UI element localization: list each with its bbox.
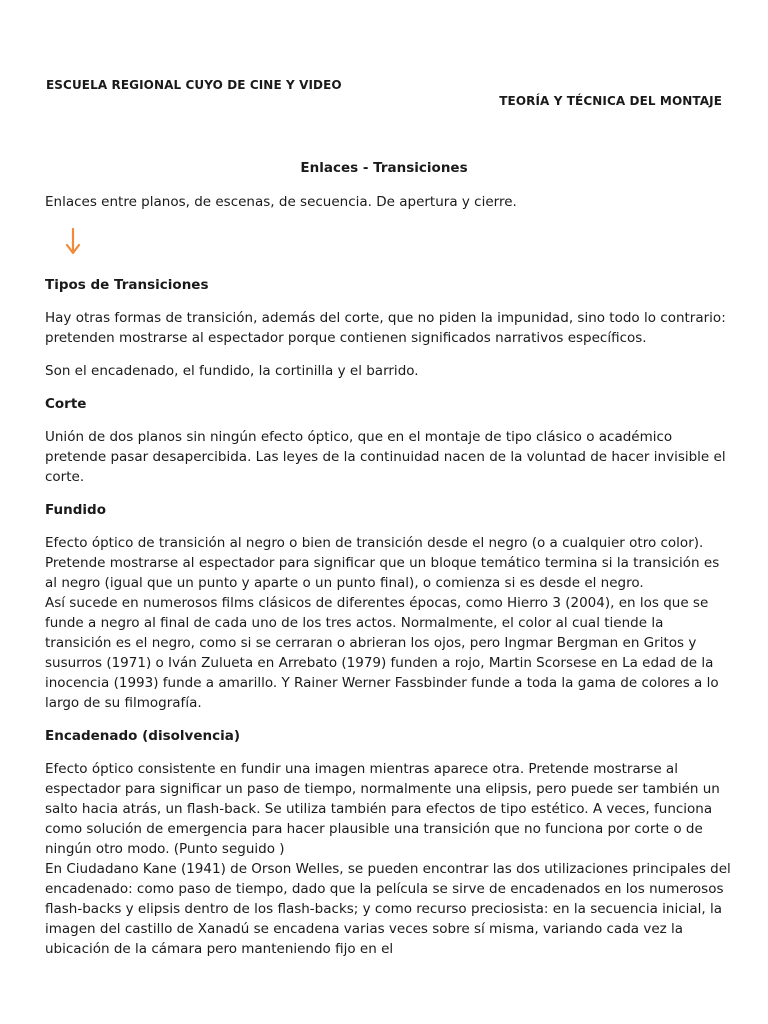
encadenado-paragraph-1: Efecto óptico consistente en fundir una imagen mientras aparece otra. Pretende mostrarse al espectador para significar un paso de tiempo, normalmente una elipsis, pero puede ser también un salto hacia atrás, un flash-back. Se utiliza también para efectos de tipo estético. A veces, funciona como solución de emergencia para hacer plausible una transición que no funciona por corte o de ningún otro modo. (Punto seguido ) [45,761,720,857]
heading-corte: Corte [45,396,87,412]
intro-paragraph: Enlaces entre planos, de escenas, de secuencia. De apertura y cierre. [45,194,517,210]
heading-fundido: Fundido [45,502,107,518]
document-body [45,192,731,972]
encadenado-paragraph-2: En Ciudadano Kane (1941) de Orson Welles, se pueden encontrar las dos utilizaciones principales del encadenado: como paso de tiempo, dado que la película se sirve de encadenados en los numerosos flash-backs y elipsis dentro de los flash-backs; y como recurso preciosista: en la secuencia inicial, la imagen del castillo de Xanadú se encadena varias veces sobre sí misma, variando cada vez la ubicación de la cámara pero manteniendo fijo en el [45,861,731,957]
header-course: TEORÍA Y TÉCNICA DEL MONTAJE [499,94,722,108]
tipos-paragraph-1: Hay otras formas de transición, además del corte, que no piden la impunidad, sino todo lo contrario: pretenden mostrarse al espectador porque contienen significados narrativos específicos. [45,310,726,346]
heading-encadenado: Encadenado (disolvencia) [45,728,240,744]
tipos-paragraph-2: Son el encadenado, el fundido, la cortinilla y el barrido. [45,363,419,379]
document-title: Enlaces - Transiciones [300,160,468,176]
fundido-paragraph-2: Así sucede en numerosos films clásicos de diferentes épocas, como Hierro 3 (2004), en los que se funde a negro al final de cada uno de los tres actos. Normalmente, el color al cual tiende la transición es el negro, como si se cerraran o abrieran los ojos, pero Ingmar Bergman en Gritos y susurros (1971) o Iván Zulueta en Arrebato (1979) funden a rojo, Martin Scorsese en La edad de la inocencia (1993) funde a amarillo. Y Rainer Werner Fassbinder funde a toda la gama de colores a lo largo de su filmografía. [45,595,719,711]
fundido-paragraph-1: Efecto óptico de transición al negro o bien de transición desde el negro (o a cualquier otro color). Pretende mostrarse al espectador para significar que un bloque temático termina si la transición es al negro (igual que un punto y aparte o un punto final), o comienza si es desde el negro. [45,535,720,591]
heading-tipos: Tipos de Transiciones [45,277,209,293]
header-school: ESCUELA REGIONAL CUYO DE CINE Y VIDEO [46,78,342,92]
corte-paragraph-1: Unión de dos planos sin ningún efecto óptico, que en el montaje de tipo clásico o académico pretende pasar desapercibida. Las leyes de la continuidad nacen de la voluntad de hacer invisible el corte. [45,429,726,485]
down-arrow-icon [61,227,85,257]
